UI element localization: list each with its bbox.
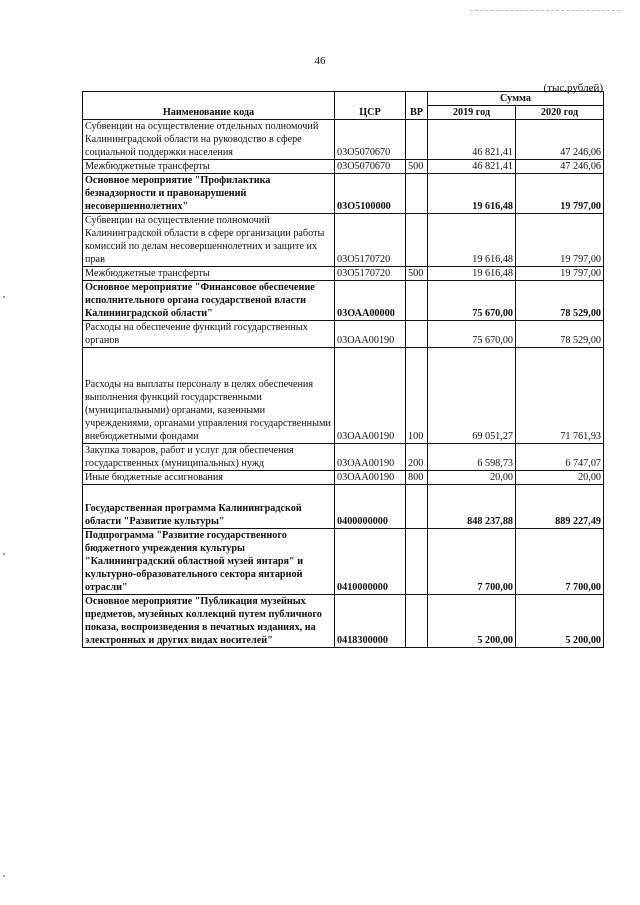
row-vr <box>406 120 428 160</box>
row-csr: 03ОАА00000 <box>335 281 406 321</box>
header-row-top <box>83 92 604 106</box>
scan-dot <box>3 296 5 298</box>
row-name: Государственная программа Калининградской области "Развитие культуры" <box>83 485 335 529</box>
row-2020: 6 747,07 <box>516 444 604 471</box>
row-csr: 03О5170720 <box>335 267 406 281</box>
row-vr: 100 <box>406 348 428 444</box>
budget-table <box>82 91 604 648</box>
row-name: Межбюджетные трансферты <box>83 267 335 281</box>
row-name: Иные бюджетные ассигнования <box>83 471 335 485</box>
row-vr: 800 <box>406 471 428 485</box>
table-row <box>83 174 604 214</box>
row-csr: 03ОАА00190 <box>335 321 406 348</box>
row-2019: 848 237,88 <box>428 485 516 529</box>
row-2019: 7 700,00 <box>428 529 516 595</box>
table-row <box>83 214 604 267</box>
row-csr: 0418300000 <box>335 595 406 648</box>
row-name: Подпрограмма "Развитие государственного бюджетного учреждения культуры "Калининградский областной музей янтаря" и культурно-образовательного сектора янтарной отрасли" <box>83 529 335 595</box>
row-name: Субвенции на осуществление отдельных полномочий Калининградской области на руководство в сфере социальной поддержки населения <box>83 120 335 160</box>
row-2020: 78 529,00 <box>516 281 604 321</box>
row-vr <box>406 214 428 267</box>
row-2019: 19 616,48 <box>428 267 516 281</box>
row-vr <box>406 595 428 648</box>
row-vr: 500 <box>406 267 428 281</box>
row-csr: 03О5070670 <box>335 120 406 160</box>
row-vr <box>406 485 428 529</box>
row-2020: 19 797,00 <box>516 214 604 267</box>
table-row <box>83 120 604 160</box>
row-name: Основное мероприятие "Профилактика безнадзорности и правонарушений несовершеннолетних" <box>83 174 335 214</box>
header-csr: ЦСР <box>335 92 406 120</box>
table-row <box>83 321 604 348</box>
row-vr <box>406 174 428 214</box>
table-row <box>83 267 604 281</box>
row-name: Закупка товаров, работ и услуг для обеспечения государственных (муниципальных) нужд <box>83 444 335 471</box>
header-2020: 2020 год <box>516 106 604 120</box>
table-row <box>83 529 604 595</box>
row-csr: 03ОАА00190 <box>335 471 406 485</box>
row-name: Основное мероприятие "Публикация музейных предметов, музейных коллекций путем публичного показа, воспроизведения в печатных изданиях, на электронных и других видах носителей" <box>83 595 335 648</box>
row-2020: 19 797,00 <box>516 267 604 281</box>
row-csr: 03О5170720 <box>335 214 406 267</box>
row-2020: 19 797,00 <box>516 174 604 214</box>
row-name: Расходы на обеспечение функций государственных органов <box>83 321 335 348</box>
row-name: Межбюджетные трансферты <box>83 160 335 174</box>
table-row <box>83 471 604 485</box>
row-2019: 5 200,00 <box>428 595 516 648</box>
scan-edge-mark <box>470 10 620 11</box>
row-2019: 46 821,41 <box>428 120 516 160</box>
row-2019: 19 616,48 <box>428 174 516 214</box>
page-number: 46 <box>314 55 326 67</box>
row-csr: 03ОАА00190 <box>335 444 406 471</box>
row-2019: 6 598,73 <box>428 444 516 471</box>
table-row <box>83 281 604 321</box>
row-name: Субвенции на осуществление полномочий Калининградской области в сфере организации работы комиссий по делам несовершеннолетних и защите их прав <box>83 214 335 267</box>
table-row <box>83 595 604 648</box>
scan-dot <box>3 875 5 877</box>
row-2019: 69 051,27 <box>428 348 516 444</box>
row-csr: 03О5100000 <box>335 174 406 214</box>
row-csr: 0400000000 <box>335 485 406 529</box>
table-row <box>83 444 604 471</box>
row-csr: 0410000000 <box>335 529 406 595</box>
table-row <box>83 348 604 444</box>
header-sum: Сумма <box>428 92 604 106</box>
table-row <box>83 485 604 529</box>
row-2019: 20,00 <box>428 471 516 485</box>
row-2020: 889 227,49 <box>516 485 604 529</box>
row-2020: 47 246,06 <box>516 160 604 174</box>
table-row <box>83 160 604 174</box>
row-2020: 78 529,00 <box>516 321 604 348</box>
row-vr <box>406 321 428 348</box>
row-vr <box>406 529 428 595</box>
row-csr: 03ОАА00190 <box>335 348 406 444</box>
row-name: Расходы на выплаты персоналу в целях обеспечения выполнения функций государственными (муниципальными) органами, казенными учреждениями, органами управления государственными внебюджетными фондами <box>83 348 335 444</box>
row-2020: 20,00 <box>516 471 604 485</box>
header-2019: 2019 год <box>428 106 516 120</box>
row-vr: 500 <box>406 160 428 174</box>
header-vr: ВР <box>406 92 428 120</box>
units-label: (тыс.рублей) <box>543 82 603 94</box>
row-2020: 7 700,00 <box>516 529 604 595</box>
row-2019: 46 821,41 <box>428 160 516 174</box>
row-2019: 19 616,48 <box>428 214 516 267</box>
row-2019: 75 670,00 <box>428 321 516 348</box>
row-name: Основное мероприятие "Финансовое обеспечение исполнительного органа государственой власти Калининградской области" <box>83 281 335 321</box>
row-vr <box>406 281 428 321</box>
row-2020: 71 761,93 <box>516 348 604 444</box>
row-csr: 03О5070670 <box>335 160 406 174</box>
row-2019: 75 670,00 <box>428 281 516 321</box>
row-2020: 47 246,06 <box>516 120 604 160</box>
scan-dot <box>3 553 5 555</box>
header-name: Наименование кода <box>83 92 335 120</box>
row-2020: 5 200,00 <box>516 595 604 648</box>
row-vr: 200 <box>406 444 428 471</box>
